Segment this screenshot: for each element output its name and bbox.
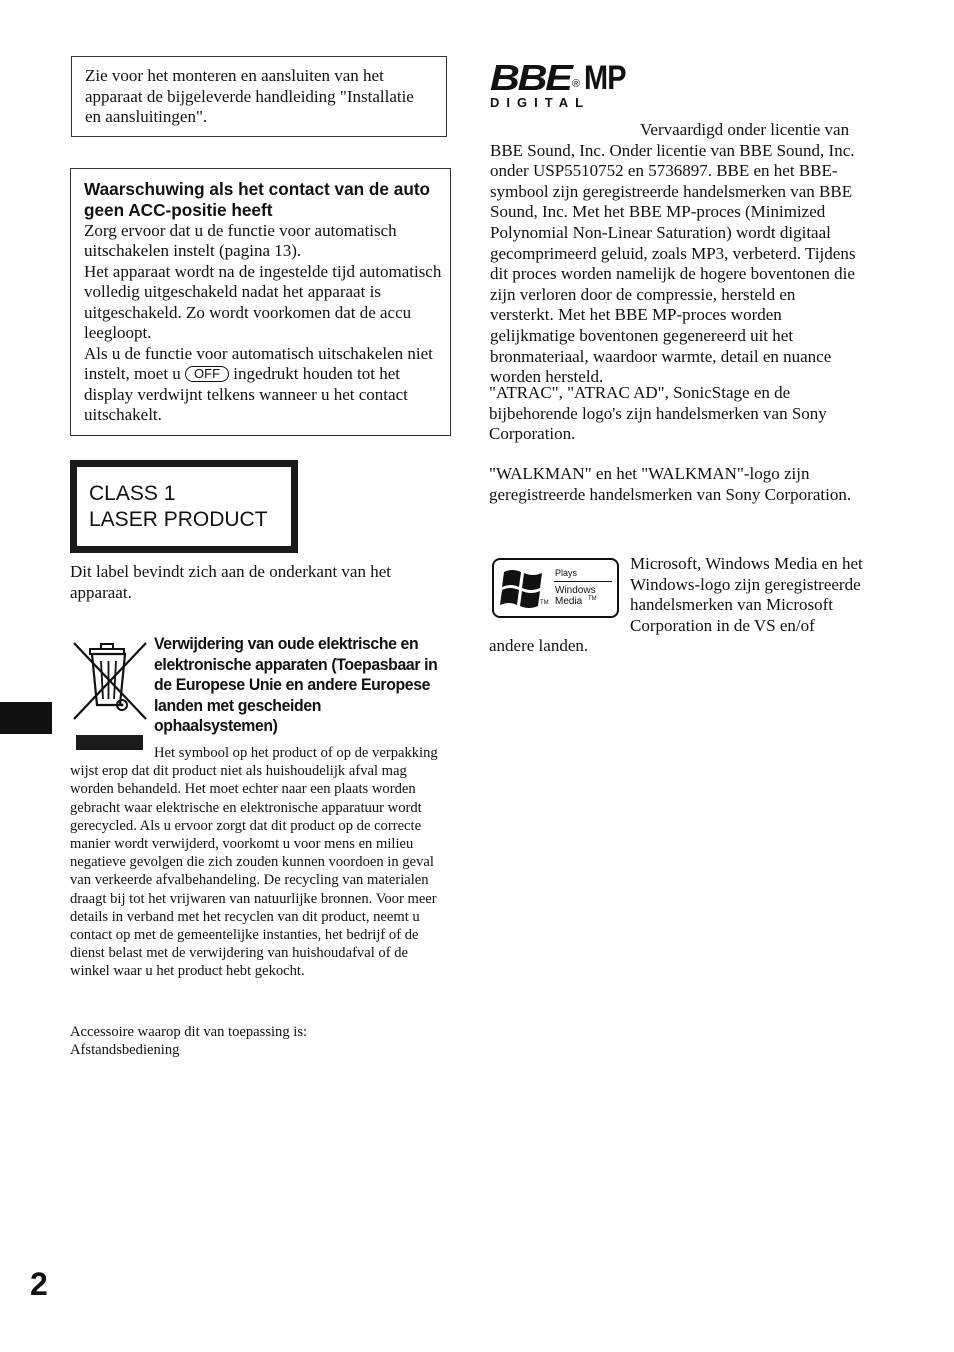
ms-logo-tm: TM: [588, 596, 597, 602]
off-key-icon: OFF: [185, 366, 229, 382]
bbe-text: Vervaardigd onder licentie van BBE Sound, Inc. Onder licentie van BBE Sound, Inc. onder USP5510752 en 5736897. BBE en het BBE-symbool zijn geregistreerde handelsmerken van BBE Sound, Inc. Met het BBE MP-proces (Minimized Polynomial Non-Linear Saturation) wordt digitaal gecomprimeerd geluid, zoals MP3, verbeterd. Tijdens dit proces worden namelijk de hogere boventonen die zijn verloren door de compressie, hersteld en versterkt. Met het BBE MP-proces worden gelijkmatige boventonen gegenereerd uit het bronmateriaal, waardoor warmte, detail en nuance worden hersteld.: [490, 120, 856, 387]
laser-class-text: CLASS 1: [89, 482, 176, 505]
bbe-logo-reg: ®: [572, 78, 581, 90]
acc-warning-para3: [84, 344, 444, 426]
atrac-text: "ATRAC", "ATRAC AD", SonicStage en de bijbehorende logo's zijn handelsmerken van Sony Corporation.: [489, 383, 827, 443]
install-note-text: Zie voor het monteren en aansluiten van het apparaat de bijgeleverde handleiding "Installatie en aansluitingen".: [85, 66, 414, 126]
section-tab-marker: [0, 702, 52, 734]
acc-warning-title: Waarschuwing als het contact van de auto geen ACC-positie heeft: [84, 179, 431, 220]
ms-logo-plays: Plays: [555, 568, 578, 578]
bbe-logo-mp: MP: [584, 59, 626, 97]
weee-accessory: Accessoire waarop dit van toepassing is: Afstandsbediening: [70, 1024, 308, 1059]
laser-product-label-inner: [77, 467, 291, 546]
laser-label-caption: Dit label bevindt zich aan de onderkant van het apparaat.: [70, 562, 391, 602]
weee-body: Het symbool op het product of op de verpakking wijst erop dat dit product niet als huishoudelijk afval mag worden behandeld. Het moet echter naar een plaats worden gebracht waar elektrische en elektronische apparatuur wordt gerecycled. Als u ervoor zorgt dat dit product op de correcte manier wordt verwijderd, voorkomt u voor mens en milieu negatieve gevolgen die zich zouden kunnen voordoen in geval van verkeerde afvalbehandeling. De recycling van materialen draagt bij tot het vrijwaren van natuurlijke bronnen. Voor meer details in verband met het recyclen van dit product, neemt u contact op met de gemeentelijke instanties, het bedrijf of de dienst belast met de verwijdering van huishoudafval of de winkel waar u het product hebt gekocht.: [70, 745, 438, 980]
acc-warning-para3-start: Als u de functie voor automatisch uitschakelen niet instelt, moet u: [84, 343, 433, 384]
walkman-text: "WALKMAN" en het "WALKMAN"-logo zijn geregistreerde handelsmerken van Sony Corporation.: [489, 464, 852, 504]
weee-title: Verwijdering van oude elektrische en elektronische apparaten (Toepasbaar in de Europese Unie en andere Europese landen met gescheiden ophaalsystemen): [154, 634, 438, 736]
laser-product-label: [70, 460, 298, 553]
acc-warning-para1: Zorg ervoor dat u de functie voor automatisch uitschakelen instelt (pagina 13).: [84, 220, 397, 261]
laser-product-text: LASER PRODUCT: [89, 508, 268, 531]
bbe-logo-digital: DIGITAL: [490, 95, 591, 110]
acc-warning-box: [70, 168, 451, 436]
crossed-wheelie-bin-icon: [70, 637, 150, 752]
acc-warning-para2: Het apparaat wordt na de ingestelde tijd automatisch volledig uitgeschakeld nadat het apparaat is uitgeschakeld. Zo wordt voorkomen dat de accu leegloopt.: [84, 261, 442, 343]
ms-logo-tm-flag: TM: [540, 600, 549, 606]
bbe-logo-text: BBE: [490, 57, 571, 98]
install-note-box: [71, 56, 447, 137]
microsoft-text: Microsoft, Windows Media en het Windows-logo zijn geregistreerde handelsmerken van Microsoft Corporation in de VS en/of andere landen.: [489, 554, 863, 655]
page-number: 2: [30, 1266, 48, 1302]
ms-logo-media: Media: [555, 596, 583, 607]
ms-logo-windows: Windows: [555, 585, 596, 596]
acc-warning-para3-end: ingedrukt houden tot het display verdwijnt telkens wanneer u het contact uitschakelt.: [84, 364, 408, 425]
